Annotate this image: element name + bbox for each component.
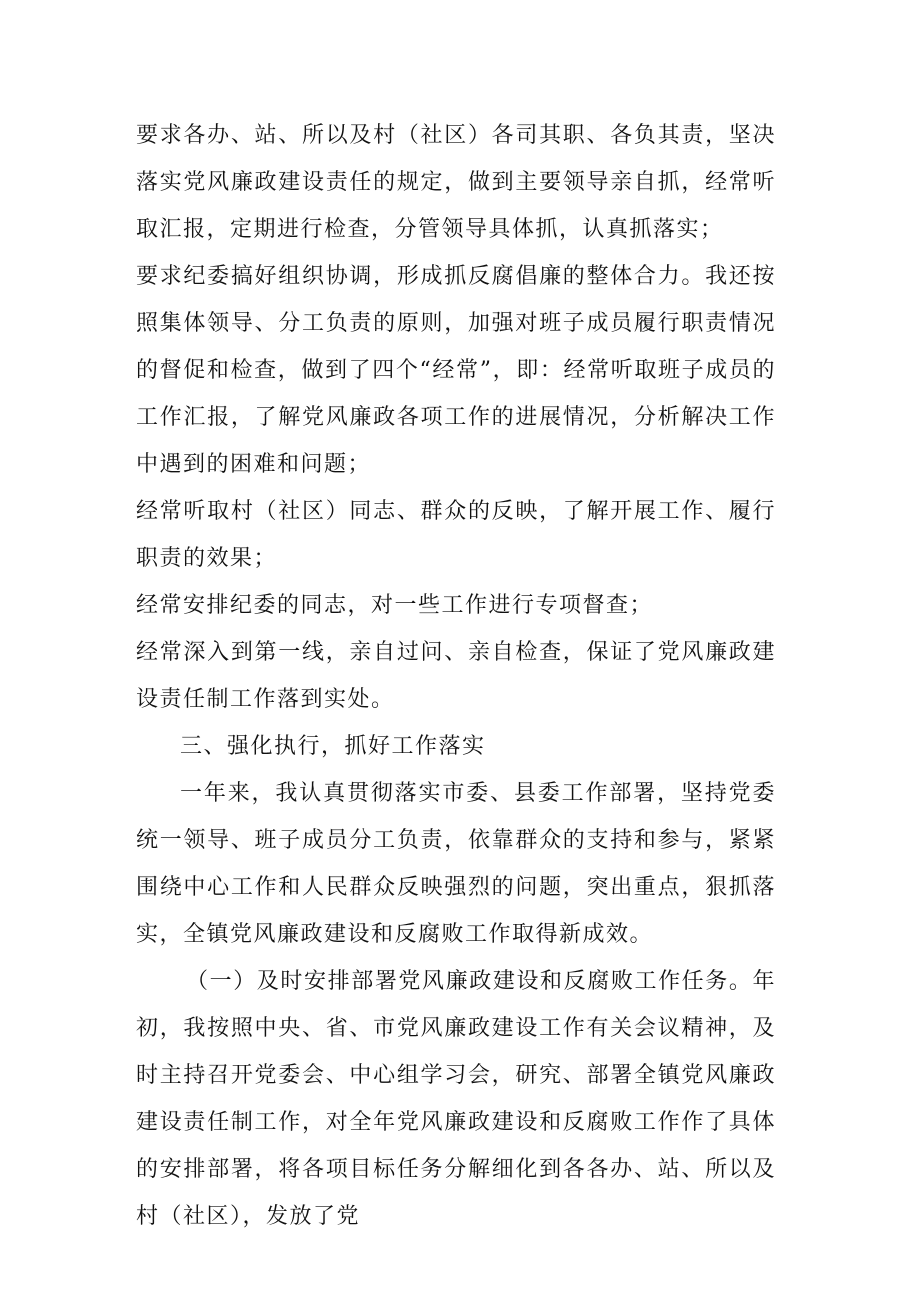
paragraph-special-inspection: 经常安排纪委的同志，对一些工作进行专项督查； bbox=[136, 593, 654, 618]
paragraph-listen-village-feedback: 经常听取村（社区）同志、群众的反映，了解开展工作、履行职责的效果； bbox=[136, 499, 776, 571]
paragraph-subsection-one: （一）及时安排部署党风廉政建设和反腐败工作任务。年初，我按照中央、省、市党风廉政建设工作有关会议精神，及时主持召开党委会、中心组学习会，研究、部署全镇党风廉政建设责任制工作，对全年党风廉政建设和反腐败工作作了具体的安排部署，将各项目标任务分解细化到各各办、站、所以及村（社区），发放了党 bbox=[136, 969, 776, 1229]
paragraph-responsibility-requirements: 要求各办、站、所以及村（社区）各司其职、各负其责，坚决落实党风廉政建设责任的规定，做到主要领导亲自抓，经常听取汇报，定期进行检查，分管领导具体抓，认真抓落实； bbox=[136, 123, 776, 242]
section-heading: 三、强化执行，抓好工作落实 bbox=[180, 734, 486, 759]
paragraph-year-summary: 一年来，我认真贯彻落实市委、县委工作部署，坚持党委统一领导、班子成员分工负责，依靠群众的支持和参与，紧紧围绕中心工作和人民群众反映强烈的问题，突出重点，狠抓落实，全镇党风廉政建设和反腐败工作取得新成效。 bbox=[136, 781, 776, 947]
paragraph-frontline-inspection: 经常深入到第一线，亲自过问、亲自检查，保证了党风廉政建设责任制工作落到实处。 bbox=[136, 640, 776, 712]
paragraph-discipline-committee: 要求纪委搞好组织协调，形成抓反腐倡廉的整体合力。我还按照集体领导、分工负责的原则，加强对班子成员履行职责情况的督促和检查，做到了四个“经常”，即：经常听取班子成员的工作汇报，了解党风廉政各项工作的进展情况，分析解决工作中遇到的困难和问题； bbox=[136, 264, 776, 477]
document-body bbox=[136, 112, 776, 1240]
